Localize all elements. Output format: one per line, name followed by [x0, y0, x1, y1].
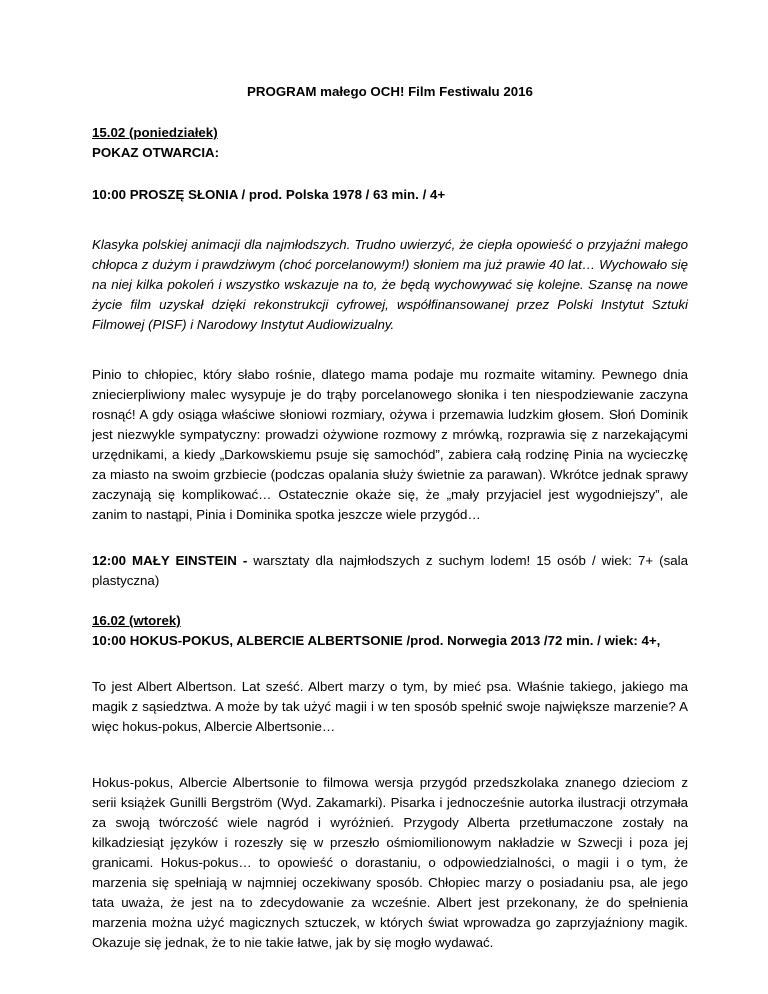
screening-2-heading: 10:00 HOKUS-POKUS, ALBERCIE ALBERTSONIE /prod. Norwegia 2013 /72 min. / wiek: 4+,: [92, 633, 661, 648]
opening-label: POKAZ OTWARCIA:: [92, 145, 220, 160]
screening-1-intro: Klasyka polskiej animacji dla najmłodszych. Trudno uwierzyć, że ciepła opowieść o przyjaźni małego chłopca z dużym i prawdziwym (choć porcelanowym!) słoniem ma już prawie 40 lat… Wychowało się na niej kilka pokoleń i wszystko wskazuje na to, że będą wychowywać się kolejne. Szansę na nowe życie film uzyskał dzięki rekonstrukcji cyfrowej, współfinansowanej przez Polski Instytut Sztuki Filmowej (PISF) i Narodowy Instytut Audiowizualny.: [92, 237, 688, 332]
screening-1-description: Pinio to chłopiec, który słabo rośnie, dlatego mama podaje mu rozmaite witaminy. Pewnego dnia zniecierpliwiony malec wysypuje je do trąby porcelanowego słonika i ten niespodziewanie zaczyna rosnąć! A gdy osiąga właściwe słoniowi rozmiary, ożywa i przemawia ludzkim głosem. Słoń Dominik jest niezwykle sympatyczny: prowadzi ożywione rozmowy z mrówką, rozprawia się z narzekającymi urzędnikami, a kiedy „Darkowskiemu psuje się samochód”, zabiera całą rodzinę Pinia na wycieczkę za miasto na swoim grzbiecie (podczas opalania służy świetnie za parawan). Wkrótce jednak sprawy zaczynają się komplikować… Ostatecznie okaże się, że „mały przyjaciel jest wygodniejszy”, ale zanim to nastąpi, Pinia i Dominika spotka jeszcze wiele przygód…: [92, 367, 688, 522]
screening-1-heading: 10:00 PROSZĘ SŁONIA / prod. Polska 1978 / 63 min. / 4+: [92, 187, 446, 202]
workshop-details: warsztaty dla najmłodszych z suchym lodem! 15 osób / wiek: 7+ (sala plastyczna): [92, 553, 688, 588]
workshop-entry: [92, 551, 688, 591]
workshop-title: 12:00 MAŁY EINSTEIN -: [92, 553, 248, 568]
day1-date: 15.02 (poniedziałek): [92, 125, 218, 140]
page-title: PROGRAM małego OCH! Film Festiwalu 2016: [247, 84, 533, 99]
document-content: [92, 82, 688, 953]
screening-2-description: Hokus-pokus, Albercie Albertsonie to filmowa wersja przygód przedszkolaka znanego dzieciom z serii książek Gunilli Bergström (Wyd. Zakamarki). Pisarka i jednocześnie autorka ilustracji otrzymała za swoją twórczość wiele nagród i wyróżnień. Przygody Alberta przetłumaczone zostały na kilkadziesiąt języków i rozeszły się w przeszło ośmiomilionowym nakładzie w Szwecji i poza jej granicami. Hokus-pokus… to opowieść o dorastaniu, o odpowiedzialności, o magii i o tym, że marzenia się spełniają w najmniej oczekiwany sposób. Chłopiec marzy o posiadaniu psa, ale jego tata uważa, że jest na to zdecydowanie za wcześnie. Albert jest przekonany, że do spełnienia marzenia można użyć magicznych sztuczek, w których świat wprowadza go zaprzyjaźniony magik. Okazuje się jednak, że to nie takie łatwe, jak by się mogło wydawać.: [92, 775, 688, 950]
day2-date: 16.02 (wtorek): [92, 613, 181, 628]
screening-2-intro: To jest Albert Albertson. Lat sześć. Albert marzy o tym, by mieć psa. Właśnie takiego, jakiego ma magik z sąsiedztwa. A może by tak użyć magii i w ten sposób spełnić swoje największe marzenie? A więc hokus-pokus, Albercie Albertsonie…: [92, 679, 688, 734]
